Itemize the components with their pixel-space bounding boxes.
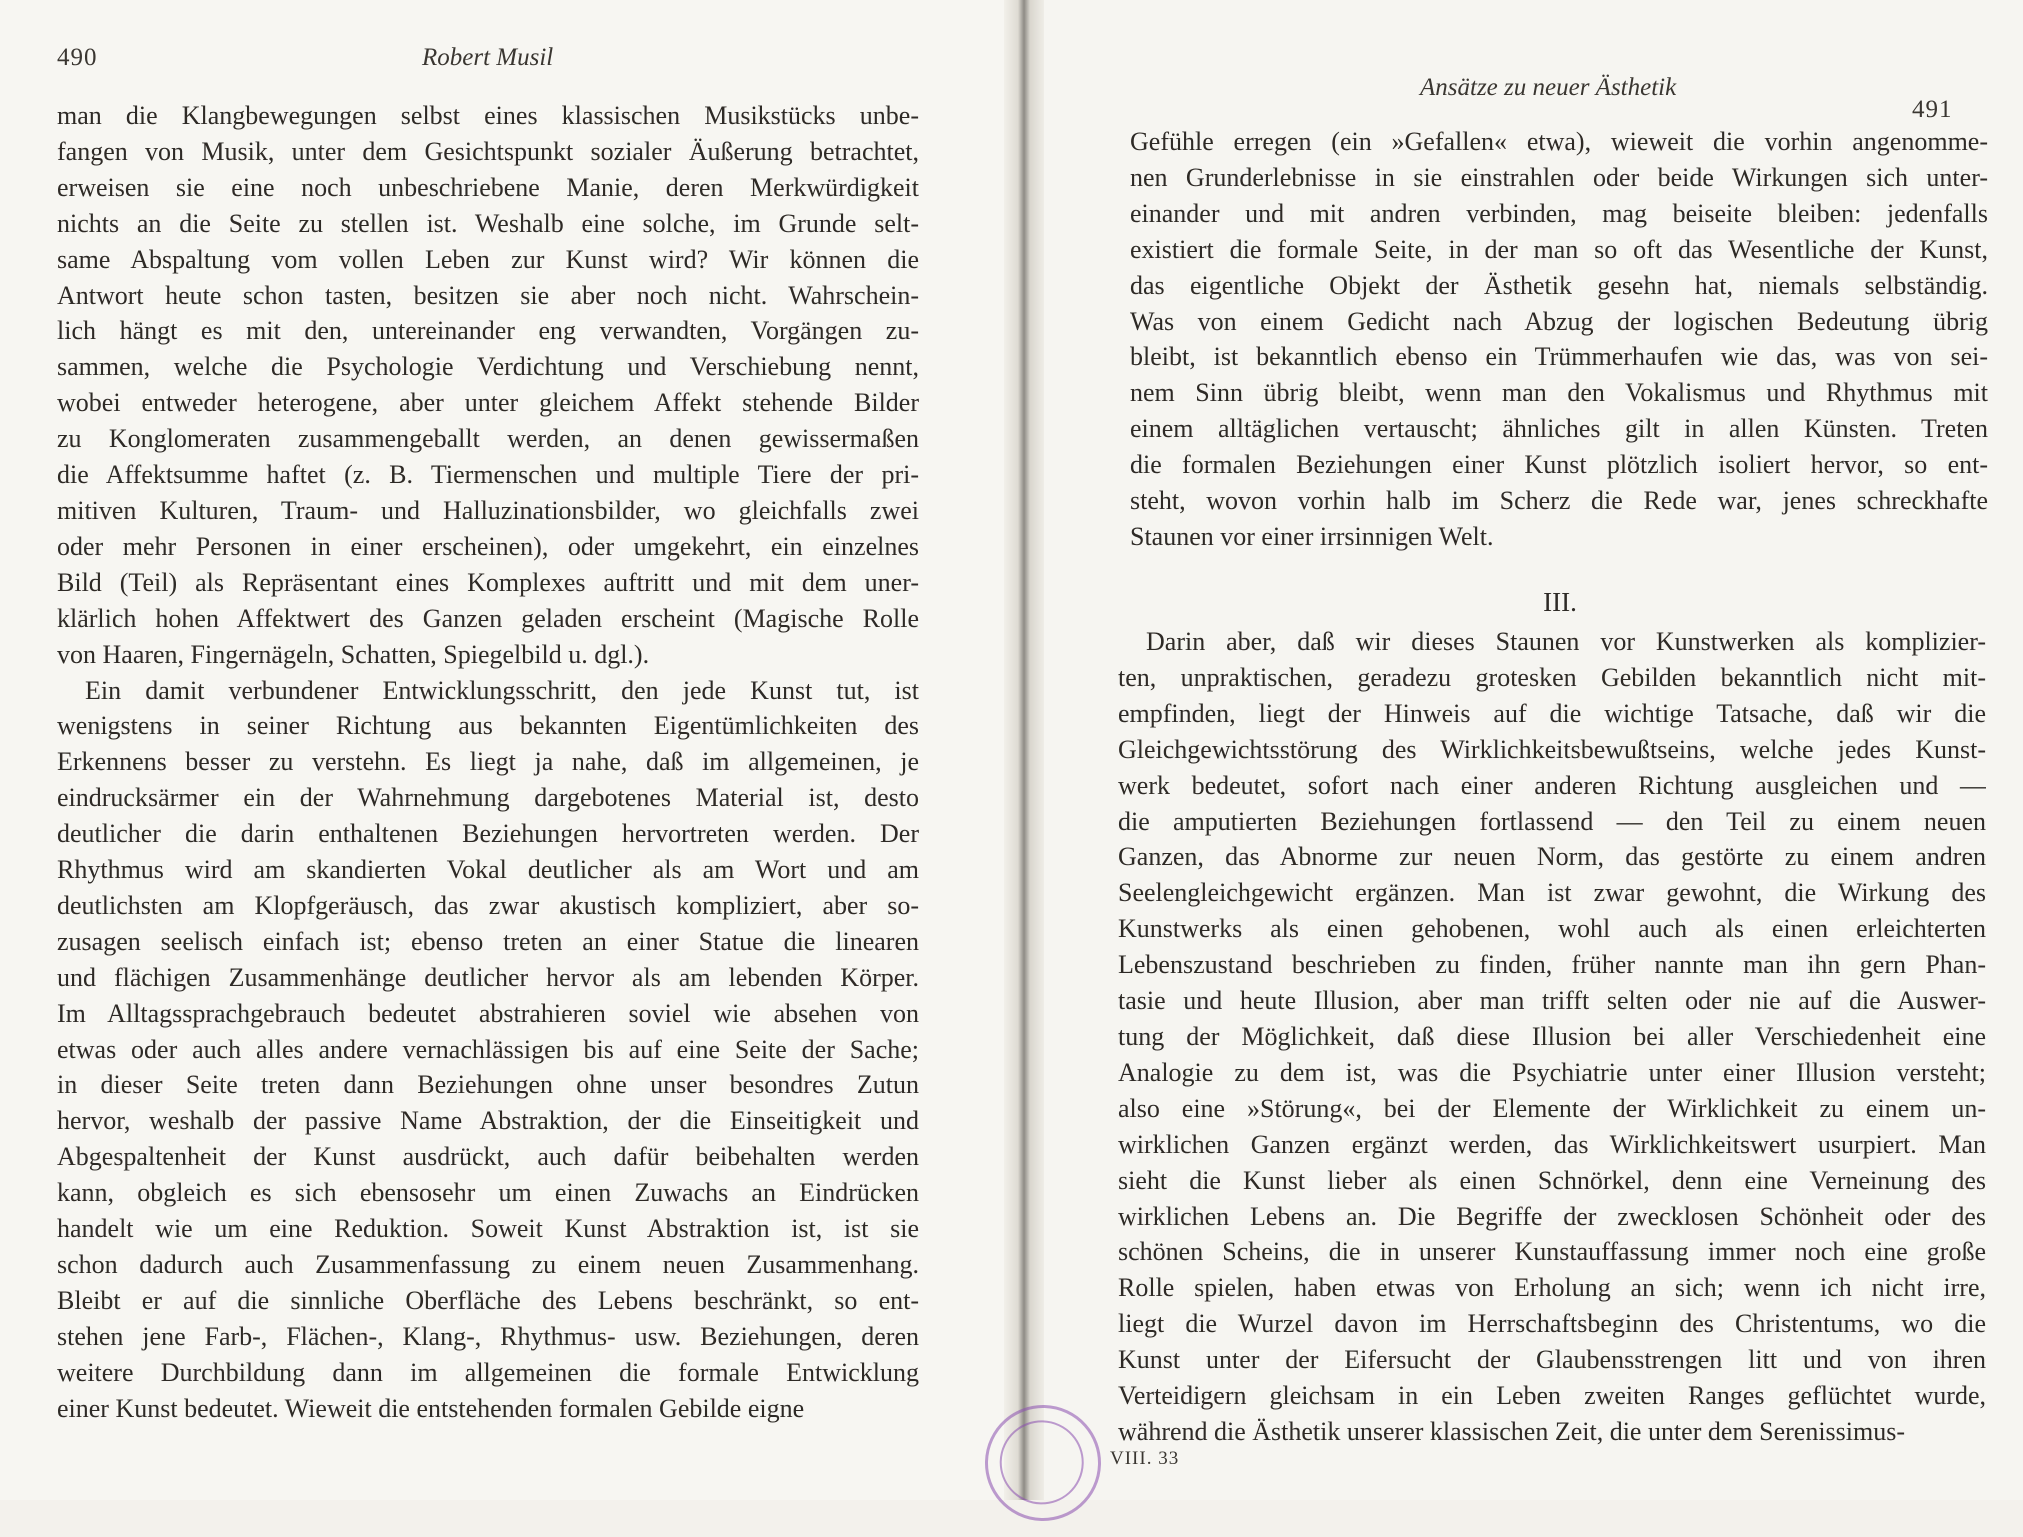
book-gutter [1004,0,1044,1500]
running-head-right: Ansätze zu neuer Ästhetik [1420,74,1677,101]
text-line: nen Grunderlebnisse in sie einstrahlen oder beide Wirkungen sich unter- [1130,162,1988,192]
text-line: Rhythmus wird am skandierten Vokal deutlicher als am Wort und am [57,855,919,885]
text-line: Lebenszustand beschrieben zu finden, früher nannte man ihn gern Phan- [1118,950,1986,980]
text-line: Gefühle erregen (ein »Gefallen« etwa), wieweit die vorhin angenomme- [1130,127,1988,156]
text-line: einer Kunst bedeutet. Wieweit die entstehenden formalen Gebilde eigne [57,1393,805,1423]
text-line: und flächigen Zusammenhänge deutlicher hervor als am lebenden Körper. [57,962,919,992]
text-line: Seelengleichgewicht ergänzen. Man ist zwar gewohnt, die Wirkung des [1118,878,1986,908]
text-line: bleibt, ist bekanntlich ebenso ein Trümmerhaufen wie das, was von sei- [1130,342,1988,372]
text-line: Analogie zu dem ist, was die Psychiatrie unter einer Illusion versteht; [1118,1057,1986,1087]
text-line: oder mehr Personen in einer erscheinen), oder umgekehrt, ein einzelnes [57,531,919,561]
text-line: mitiven Kulturen, Traum- und Halluzinationsbilder, wo gleichfalls zwei [57,495,919,525]
text-line: man die Klangbewegungen selbst eines klassischen Musikstücks unbe- [57,101,919,130]
text-line: Ganzen, das Abnorme zur neuen Norm, das gestörte zu einem andren [1118,842,1986,872]
text-line: werk bedeutet, sofort nach einer anderen Richtung ausgleichen und — [1118,770,1986,800]
text-line: nichts an die Seite zu stellen ist. Weshalb eine solche, im Grunde selt- [57,208,919,238]
text-line: Was von einem Gedicht nach Abzug der logischen Bedeutung übrig [1130,306,1988,336]
text-line: tung der Möglichkeit, daß diese Illusion bei aller Verschiedenheit eine [1118,1021,1986,1051]
text-line: die formalen Beziehungen einer Kunst plötzlich isoliert hervor, so ent- [1130,450,1988,480]
text-line: stehen jene Farb-, Flächen-, Klang-, Rhythmus- usw. Beziehungen, deren [57,1321,919,1351]
text-line: klärlich hohen Affektwert des Ganzen geladen erscheint (Magische Rolle [57,603,919,633]
text-line: lich hängt es mit den, untereinander eng verwandten, Vorgängen zu- [57,316,919,346]
text-line: deutlichsten am Klopfgeräusch, das zwar akustisch kompliziert, aber so- [57,890,919,920]
text-line: erweisen sie eine noch unbeschriebene Manie, deren Merkwürdigkeit [57,172,919,202]
text-line: einem alltäglichen vertauscht; ähnliches gilt in allen Künsten. Treten [1130,414,1988,444]
text-line: wirklichen Ganzen ergänzt werden, das Wirklichkeitswert usurpiert. Man [1118,1129,1986,1159]
text-line: Kunstwerks als einen gehobenen, wohl auch als einen erleichterten [1118,914,1986,944]
text-line: schon dadurch auch Zusammenfassung zu einem neuen Zusammenhang. [57,1250,919,1279]
text-line: fangen von Musik, unter dem Gesichtspunkt sozialer Äußerung betrachtet, [57,136,919,166]
text-line: in dieser Seite treten dann Beziehungen ohne unser besondres Zutun [57,1070,919,1100]
text-line: nem Sinn übrig bleibt, wenn man den Vokalismus und Rhythmus mit [1130,378,1988,408]
text-line: zu Konglomeraten zusammengeballt werden, an denen gewissermaßen [57,424,919,454]
text-line: deutlicher die darin enthaltenen Beziehungen hervortreten werden. Der [57,819,919,849]
text-line: eindrucksärmer ein der Wahrnehmung dargebotenes Material ist, desto [57,783,919,813]
page-number-right: 491 [1912,96,1953,123]
text-line: ten, unpraktischen, geradezu grotesken Gebilden bekanntlich nicht mit- [1118,662,1986,692]
text-line: Kunst unter der Eifersucht der Glaubensstrengen litt und von ihren [1118,1345,1986,1375]
page-number-left: 490 [57,44,98,71]
library-stamp-inner-ring [988,1409,1096,1517]
text-line: etwas oder auch alles andere vernachlässigen bis auf eine Seite der Sache; [57,1034,919,1064]
text-line: einander und mit andren verbinden, mag beiseite bleiben: jedenfalls [1130,198,1988,228]
text-line: hervor, weshalb der passive Name Abstraktion, der die Einseitigkeit und [57,1106,919,1136]
text-line: Darin aber, daß wir dieses Staunen vor Kunstwerken als komplizier- [1146,627,1986,656]
text-line: empfinden, liegt der Hinweis auf die wichtige Tatsache, daß wir die [1118,698,1986,728]
text-line: Im Alltagssprachgebrauch bedeutet abstrahieren soviel wie absehen von [57,998,919,1028]
text-line: Staunen vor einer irrsinnigen Welt. [1130,521,1494,551]
text-line: steht, wovon vorhin halb im Scherz die Rede war, jenes schreckhafte [1130,486,1988,516]
text-line: kann, obgleich es sich ebensosehr um einen Zuwachs an Eindrücken [57,1178,919,1208]
text-line: wobei entweder heterogene, aber unter gleichem Affekt stehende Bilder [57,388,919,418]
right-page-body-text-bottom [1118,624,1986,1450]
text-line: die Affektsumme haftet (z. B. Tiermenschen und multiple Tiere der pri- [57,460,919,490]
text-line: Rolle spielen, haben etwas von Erholung an sich; wenn ich nicht irre, [1118,1273,1986,1303]
text-line: sammen, welche die Psychologie Verdichtung und Verschiebung nennt, [57,352,919,382]
text-line: Erkennens besser zu verstehn. Es liegt ja nahe, daß im allgemeinen, je [57,747,919,777]
text-line: Gleichgewichtsstörung des Wirklichkeitsbewußtseins, welche jedes Kunst- [1118,734,1986,764]
text-line: sieht die Kunst lieber als einen Schnörkel, denn eine Verneinung des [1118,1165,1986,1195]
text-line: von Haaren, Fingernägeln, Schatten, Spiegelbild u. dgl.). [57,639,650,669]
text-line: wenigstens in seiner Richtung aus bekannten Eigentümlichkeiten des [57,711,919,741]
running-head-left: Robert Musil [422,44,554,71]
text-line: das eigentliche Objekt der Ästhetik gesehn hat, niemals selbständig. [1130,270,1988,300]
text-line: schönen Scheins, die in unserer Kunstauffassung immer noch eine große [1118,1237,1986,1267]
text-line: same Abspaltung vom vollen Leben zur Kunst wird? Wir können die [57,244,919,274]
text-line: handelt wie um eine Reduktion. Soweit Kunst Abstraktion ist, ist sie [57,1214,919,1244]
text-line: existiert die formale Seite, in der man so oft das Wesentliche der Kunst, [1130,234,1988,264]
text-line: liegt die Wurzel davon im Herrschaftsbeginn des Christentums, wo die [1118,1309,1986,1339]
text-line: während die Ästhetik unserer klassischen Zeit, die unter dem Serenissimus- [1118,1416,1906,1446]
text-line: Verteidigern gleichsam in ein Leben zweiten Ranges geflüchtet wurde, [1118,1381,1986,1411]
text-line: Abgespaltenheit der Kunst ausdrückt, auch dafür beibehalten werden [57,1142,919,1172]
text-line: tasie und heute Illusion, aber man trifft selten oder nie auf die Auswer- [1118,986,1986,1016]
section-heading: III. [1543,587,1577,617]
text-line: die amputierten Beziehungen fortlassend — den Teil zu einem neuen [1118,806,1986,836]
right-page-body-text-top [1130,124,1988,555]
text-line: Bleibt er auf die sinnliche Oberfläche des Lebens beschränkt, so ent- [57,1285,919,1315]
text-line: Ein damit verbundener Entwicklungsschritt, den jede Kunst tut, ist [85,675,919,705]
text-line: wirklichen Lebens an. Die Begriffe der zwecklosen Schönheit oder des [1118,1201,1986,1231]
text-line: zusagen seelisch einfach ist; ebenso treten an einer Statue die linearen [57,926,919,956]
text-line: Antwort heute schon tasten, besitzen sie aber noch nicht. Wahrschein- [57,280,919,310]
left-page-body-text [57,98,919,1427]
signature-mark: VIII. 33 [1110,1448,1180,1469]
text-line: Bild (Teil) als Repräsentant eines Komplexes auftritt und mit dem uner- [57,567,919,597]
text-line: also eine »Störung«, bei der Elemente der Wirklichkeit zu einem un- [1118,1093,1986,1123]
text-line: weitere Durchbildung dann im allgemeinen die formale Entwicklung [57,1357,919,1387]
